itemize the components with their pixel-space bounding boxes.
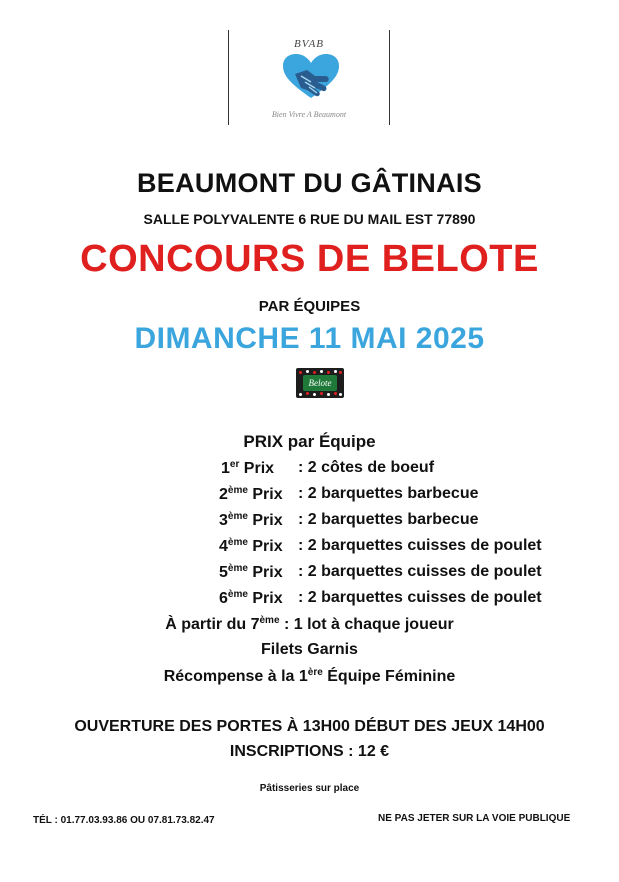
prize-rank: 1er Prix: [221, 459, 275, 477]
prize-rank: 4ème Prix: [219, 537, 283, 555]
logo-initials: BVAB: [293, 38, 325, 50]
belote-cards-icon: [296, 368, 344, 398]
prize-description: : 2 barquettes cuisses de poulet: [298, 589, 542, 606]
prize-description: : 2 barquettes barbecue: [298, 511, 479, 528]
prize-description: : 2 barquettes cuisses de poulet: [298, 563, 542, 580]
prize-description: : 2 barquettes cuisses de poulet: [298, 537, 542, 554]
prize-filets-garnis: Filets Garnis: [261, 641, 358, 658]
city-heading: BEAUMONT DU GÂTINAIS: [137, 168, 482, 198]
prize-rank: 5ème Prix: [219, 563, 283, 581]
event-date: DIMANCHE 11 MAI 2025: [134, 322, 485, 355]
prize-rank: 2ème Prix: [219, 485, 283, 503]
prize-description: : 2 barquettes barbecue: [298, 485, 479, 502]
contact-phone: TÉL : 01.77.03.93.86 OU 07.81.73.82.47: [33, 815, 215, 826]
belote-badge-label: Belote: [303, 375, 337, 391]
prize-seventh-onwards: À partir du 7ème : 1 lot à chaque joueur: [165, 615, 454, 633]
prize-rank: 3ème Prix: [219, 511, 283, 529]
prize-feminine-team: Récompense à la 1ère Équipe Féminine: [163, 667, 456, 685]
registration-fee: INSCRIPTIONS : 12 €: [229, 743, 390, 760]
pastries-note: Pâtisseries sur place: [259, 783, 360, 794]
prize-description: : 2 côtes de boeuf: [298, 459, 435, 476]
handshake-heart-icon: [281, 52, 341, 102]
logo-frame: [228, 30, 390, 125]
venue-address: SALLE POLYVALENTE 6 RUE DU MAIL EST 77890: [143, 211, 476, 227]
logo-tagline: Bien Vivre A Beaumont: [271, 110, 347, 119]
opening-hours: OUVERTURE DES PORTES À 13H00 DÉBUT DES JEUX 14H00: [74, 718, 545, 735]
event-subtitle: PAR ÉQUIPES: [258, 298, 361, 315]
event-title: CONCOURS DE BELOTE: [80, 238, 539, 280]
prize-rank: 6ème Prix: [219, 589, 283, 607]
litter-notice: NE PAS JETER SUR LA VOIE PUBLIQUE: [378, 813, 571, 824]
prizes-title: PRIX par Équipe: [243, 432, 376, 451]
